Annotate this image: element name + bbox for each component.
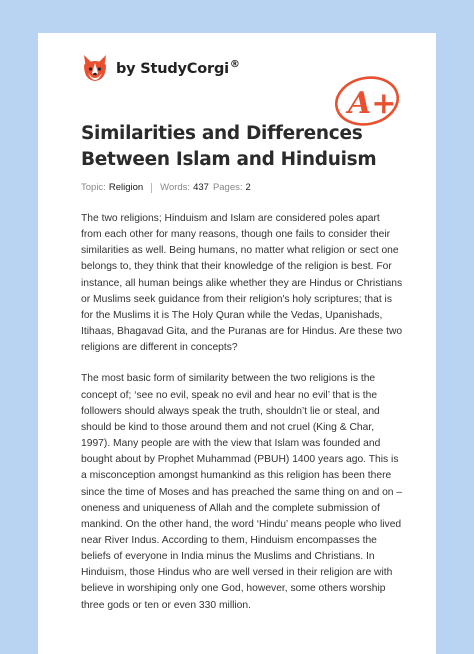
corgi-logo-icon — [81, 53, 109, 83]
paragraph-1: The two religions; Hinduism and Islam are considered poles apart from each other for many reasons, though one fails to consider their similarities as well. Being humans, no matter what religion or sect one belongs to, they think that their knowledge of the religion is best. For instance, all human beings alike whether they are Hindus or Christians or Muslims seek guidance from their religion's holy scriptures; that is for the Muslims it is The Holy Quran while the Vedas, Upanishads, Itihaas, Bhagavad Gita, and the Puranas are for Hindus. Are these two religions are different in concepts? — [81, 213, 403, 354]
brand-name: by StudyCorgi® — [116, 59, 240, 77]
document-title: Similarities and Differences Between Islam and Hinduism — [81, 123, 377, 170]
topic-link[interactable]: Religion — [108, 182, 144, 193]
paragraph-2: The most basic form of similarity between the two religions is the concept of; ‘see no evil, speak no evil and hear no evil’ that is the followers should always speak the truth, shouldn’t lie or steal, and should be kind to those around them and not cruel (King & Char, 1997). Many people are with the view that Islam was founded and bought about by Prophet Muhammad (PBUH) 1400 years ago. This is a misconception amongst humankind as this religion has been there since the time of Moses and has preached the same thing on and on – oneness and uniqueness of Allah and the complete submission of mankind. On the other hand, the word ‘Hindu’ means people who lived near River Indus. According to them, Hinduism encompasses the beliefs of everyone in India minus the Muslims and Christians. In Hinduism, those Hindus who are well versed in their religion are with believe in worshiping only one God, however, some others worship three gods or ten or even 330 million. — [81, 373, 403, 611]
document-body — [81, 211, 403, 629]
pages-label: Pages: — [212, 182, 243, 193]
topic-label: Topic: — [81, 182, 106, 193]
svg-text:A+: A+ — [348, 86, 397, 121]
header — [38, 33, 436, 121]
words-count: 437 — [193, 182, 209, 193]
words-label: Words: — [160, 182, 191, 193]
meta-divider — [151, 183, 152, 193]
pages-count: 2 — [245, 182, 251, 193]
studycorgi-logo[interactable] — [81, 53, 240, 83]
document-sheet — [38, 33, 436, 654]
document-meta — [81, 182, 251, 193]
